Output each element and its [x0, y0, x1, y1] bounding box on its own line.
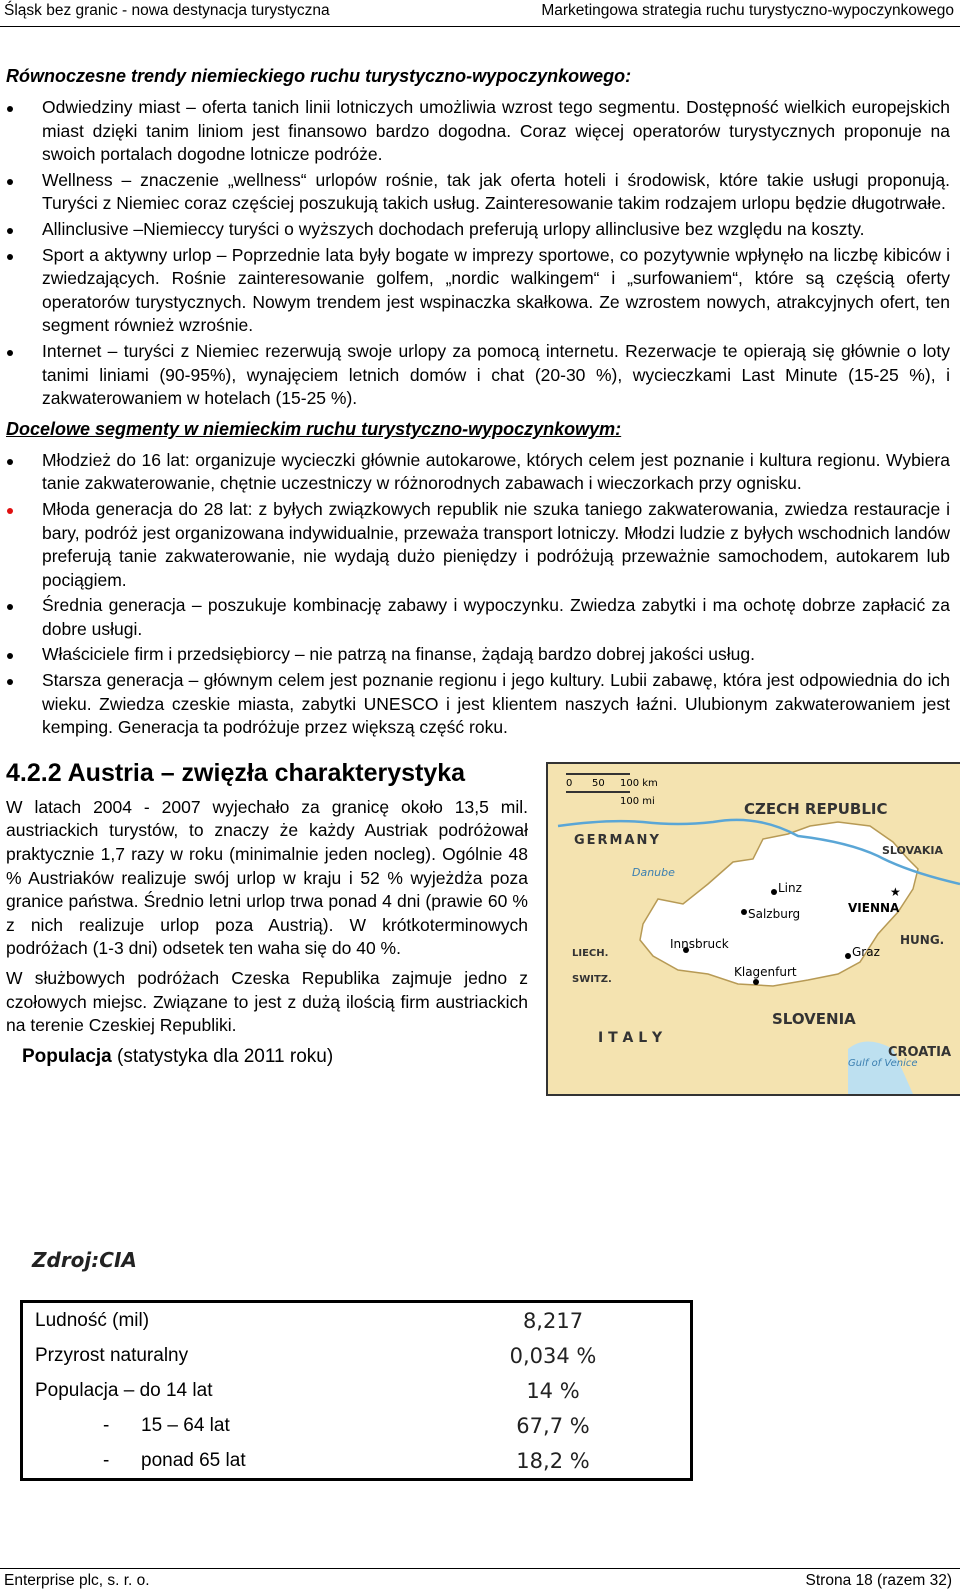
capital-star-icon: ★ — [890, 884, 901, 899]
austria-paragraph-1: W latach 2004 - 2007 wyjechało za granicę około 13,5 mil. austriackich turystów, to znaczy że każdy Austriak podróżował praktycznie 1,7 razy w roku (minimalnie jeden nocleg). Ogólnie 48 % Austriaków realizuje swój urlop w kraju i 52 % wyjeżdża poza granice państwa. Średnio letni urlop trwa ponad 4 dni (prawie 60 % z nich realizuje urlop poza Austrią). W krótkoterminowych podróżach (1-3 dni) odsetek ten waha się do 40 %. — [6, 796, 528, 959]
table-row — [22, 1302, 692, 1339]
city-label: Graz — [852, 944, 880, 959]
row-label: ponad 65 lat — [141, 1449, 246, 1471]
bullet-icon — [7, 254, 13, 260]
city-label: Salzburg — [748, 906, 801, 921]
page-header — [0, 0, 960, 27]
list-item-text: Starsza generacja – głównym celem jest poznanie regionu i jego kultury. Lubii zabawę, która jest odpowiednia do ich wieku. Zwiedza czeskie miasta, zabytki UNESCO i jest klientem naszych łaźni. Ulubionym zakwaterowaniem jest kemping. Generacja ta podróżuje przez większą część roku. — [42, 670, 950, 738]
map-graphic — [548, 764, 960, 1094]
bullet-icon — [7, 508, 13, 514]
bullet-icon — [7, 179, 13, 185]
row-value: 18,2 % — [516, 1448, 590, 1473]
page-number: Strona 18 (razem 32) — [805, 1572, 952, 1589]
population-heading-bold: Populacja — [22, 1045, 112, 1067]
sea-label: Gulf of Venice — [848, 1057, 918, 1069]
country-label: SLOVAKIA — [882, 843, 944, 857]
city-marker — [845, 953, 851, 959]
trends-title: Równoczesne trendy niemieckiego ruchu turystyczno-wypoczynkowego: — [6, 66, 632, 86]
list-item-text: Właściciele firm i przedsiębiorcy – nie patrzą na finanse, żądają bardzo dobrej jakości usług. — [42, 644, 755, 665]
bullet-icon — [7, 653, 13, 659]
segments-list — [6, 449, 950, 740]
page-footer — [0, 1568, 960, 1595]
list-item-text: Allinclusive –Niemieccy turyści o wyższych dochodach preferują urlopy allinclusive bez względu na koszty. — [42, 218, 865, 239]
table-row — [22, 1373, 692, 1408]
country-label: GERMANY — [574, 832, 661, 848]
bullet-icon — [7, 106, 13, 112]
austria-map — [546, 762, 960, 1096]
row-value: 8,217 — [522, 1308, 584, 1333]
list-item — [6, 449, 950, 496]
scale-label-miles: 100 mi — [620, 795, 655, 807]
city-marker — [753, 979, 759, 985]
indent-dash: - — [103, 1414, 110, 1436]
bullet-icon — [7, 228, 13, 234]
footer-company: Enterprise plc, s. r. o. — [4, 1572, 150, 1589]
bullet-icon — [7, 350, 13, 356]
list-item — [6, 244, 950, 338]
city-label: Klagenfurt — [734, 964, 797, 979]
city-label: VIENNA — [848, 900, 900, 915]
row-label: 15 – 64 lat — [141, 1414, 230, 1436]
list-item — [6, 594, 950, 641]
austria-paragraph-2: W służbowych podróżach Czeska Republika zajmuje jedno z czołowych miejsc. Związane to jest z dużą ilością firm austriackich na terenie Czeskiej Republiki. — [6, 968, 528, 1036]
population-heading-rest: (statystyka dla 2011 roku) — [111, 1045, 334, 1067]
header-right-title: Marketingowa strategia ruchu turystyczno-wypoczynkowego — [541, 2, 954, 19]
list-item-text: Średnia generacja – poszukuje kombinację zabawy i wypoczynku. Zwiedza zabytki i ma ochotę dobrze zapłacić za dobre usługi. — [42, 595, 950, 639]
list-item-text: Młodzież do 16 lat: organizuje wycieczki głównie autokarowe, których celem jest poznanie i kultura regionu. Wybiera tanie zakwaterowanie, chętnie uczestniczy w różnorodnych zabawach i wieczorkach przy ognisku. — [42, 449, 950, 494]
city-marker — [741, 909, 747, 915]
table-row — [22, 1338, 692, 1373]
list-item-text: Internet – turyści z Niemiec rezerwują swoje urlopy za pomocą internetu. Rezerwacje te opierają się głównie o loty tanimi liniami (90-95%), wynajęciem letnich domów i chat (20-30 %), wycieczkami Last Minute (15-25 %), i zakwaterowaniem w hotelach (15-25 %). — [42, 340, 950, 409]
list-item-text: Młoda generacja do 28 lat: z byłych związkowych republik nie szuka taniego zakwaterowania, zwiedza restauracje i bary, podróż jest organizowana indywidualnie, przeważa transport lotniczy. Młodzi ludzie z byłych wschodnich landów preferują tanie zakwaterowanie, nie wydają dużo pieniędzy i podróżują przeważnie samochodem, autokarem lub pociągiem. — [42, 498, 950, 590]
row-value: 0,034 % — [509, 1343, 597, 1368]
row-label: Populacja – do 14 lat — [35, 1379, 213, 1401]
bullet-icon — [7, 604, 13, 610]
country-label: CROATIA — [888, 1044, 952, 1060]
scale-label-0: 0 — [566, 777, 573, 789]
list-item-text: Odwiedziny miast – oferta tanich linii lotniczych umożliwia wzrost tego segmentu. Dostępność wielkich europejskich miast dzięki tanim liniom jest finansowo bardzo dogodna. Coraz więcej operatorów turystycznych proponuje na swoich portalach dogodne lotnicze podróże. — [42, 97, 950, 165]
country-label: SLOVENIA — [772, 1009, 856, 1028]
list-item — [6, 96, 950, 167]
row-value: 67,7 % — [516, 1413, 590, 1438]
bullet-icon — [7, 459, 13, 465]
list-item-text: Wellness – znaczenie „wellness“ urlopów rośnie, tak jak oferta hoteli i środowisk, które takie usługi proponują. Turyści z Niemiec coraz częściej poszukują takich usług. Zainteresowanie takim rodzajem urlopu będzie długotrwałe. — [42, 169, 950, 214]
scale-label-100: 100 km — [620, 777, 658, 789]
city-label: Innsbruck — [670, 936, 729, 951]
source-label: Zdroj:CIA — [32, 1248, 137, 1272]
river-label: Danube — [632, 865, 675, 879]
list-item — [6, 643, 950, 667]
list-item — [6, 218, 950, 242]
country-label: HUNG. — [900, 932, 945, 947]
segments-title: Docelowe segmenty w niemieckim ruchu turystyczno-wypoczynkowym: — [6, 418, 622, 439]
header-left-title: Śląsk bez granic - nowa destynacja turystyczna — [4, 2, 330, 19]
table-row — [22, 1408, 692, 1443]
section-heading: 4.2.2 Austria – zwięzła charakterystyka — [6, 758, 466, 787]
row-label: Przyrost naturalny — [35, 1344, 189, 1366]
row-label-indented — [22, 1408, 417, 1443]
trends-list — [6, 96, 950, 411]
country-label: SWITZ. — [572, 973, 612, 985]
list-item — [6, 498, 950, 592]
population-heading — [22, 1044, 528, 1070]
population-table — [20, 1300, 693, 1481]
list-item — [6, 169, 950, 216]
country-label: I T A L Y — [598, 1029, 663, 1046]
austria-text — [6, 758, 528, 1070]
row-label-indented — [22, 1443, 417, 1480]
bullet-icon — [7, 679, 13, 685]
page-content — [6, 64, 950, 1228]
city-marker — [771, 889, 777, 895]
country-label: CZECH REPUBLIC — [744, 799, 888, 818]
list-item — [6, 340, 950, 411]
list-item-text: Sport a aktywny urlop – Poprzednie lata były bogate w imprezy sportowe, co pozytywnie wpłynęło na liczbę kibiców i zwiedzających. Rośnie zainteresowanie golfem, „nordic walkingem“ i „surfowaniem“, które są częścią oferty operatorów turystycznych. Nowym trendem jest wspinaczka skałkowa. Ze wzrostem nowych, atrakcyjnych ofert, ten segment również wzrośnie. — [42, 244, 950, 336]
scale-label-50: 50 — [592, 777, 605, 789]
country-label: LIECH. — [572, 947, 609, 959]
city-label: Linz — [778, 880, 802, 895]
row-label: Ludność (mil) — [35, 1309, 150, 1331]
austria-section — [6, 758, 950, 1228]
table-row — [22, 1443, 692, 1480]
indent-dash: - — [103, 1449, 110, 1471]
row-value: 14 % — [526, 1378, 580, 1403]
list-item — [6, 669, 950, 740]
